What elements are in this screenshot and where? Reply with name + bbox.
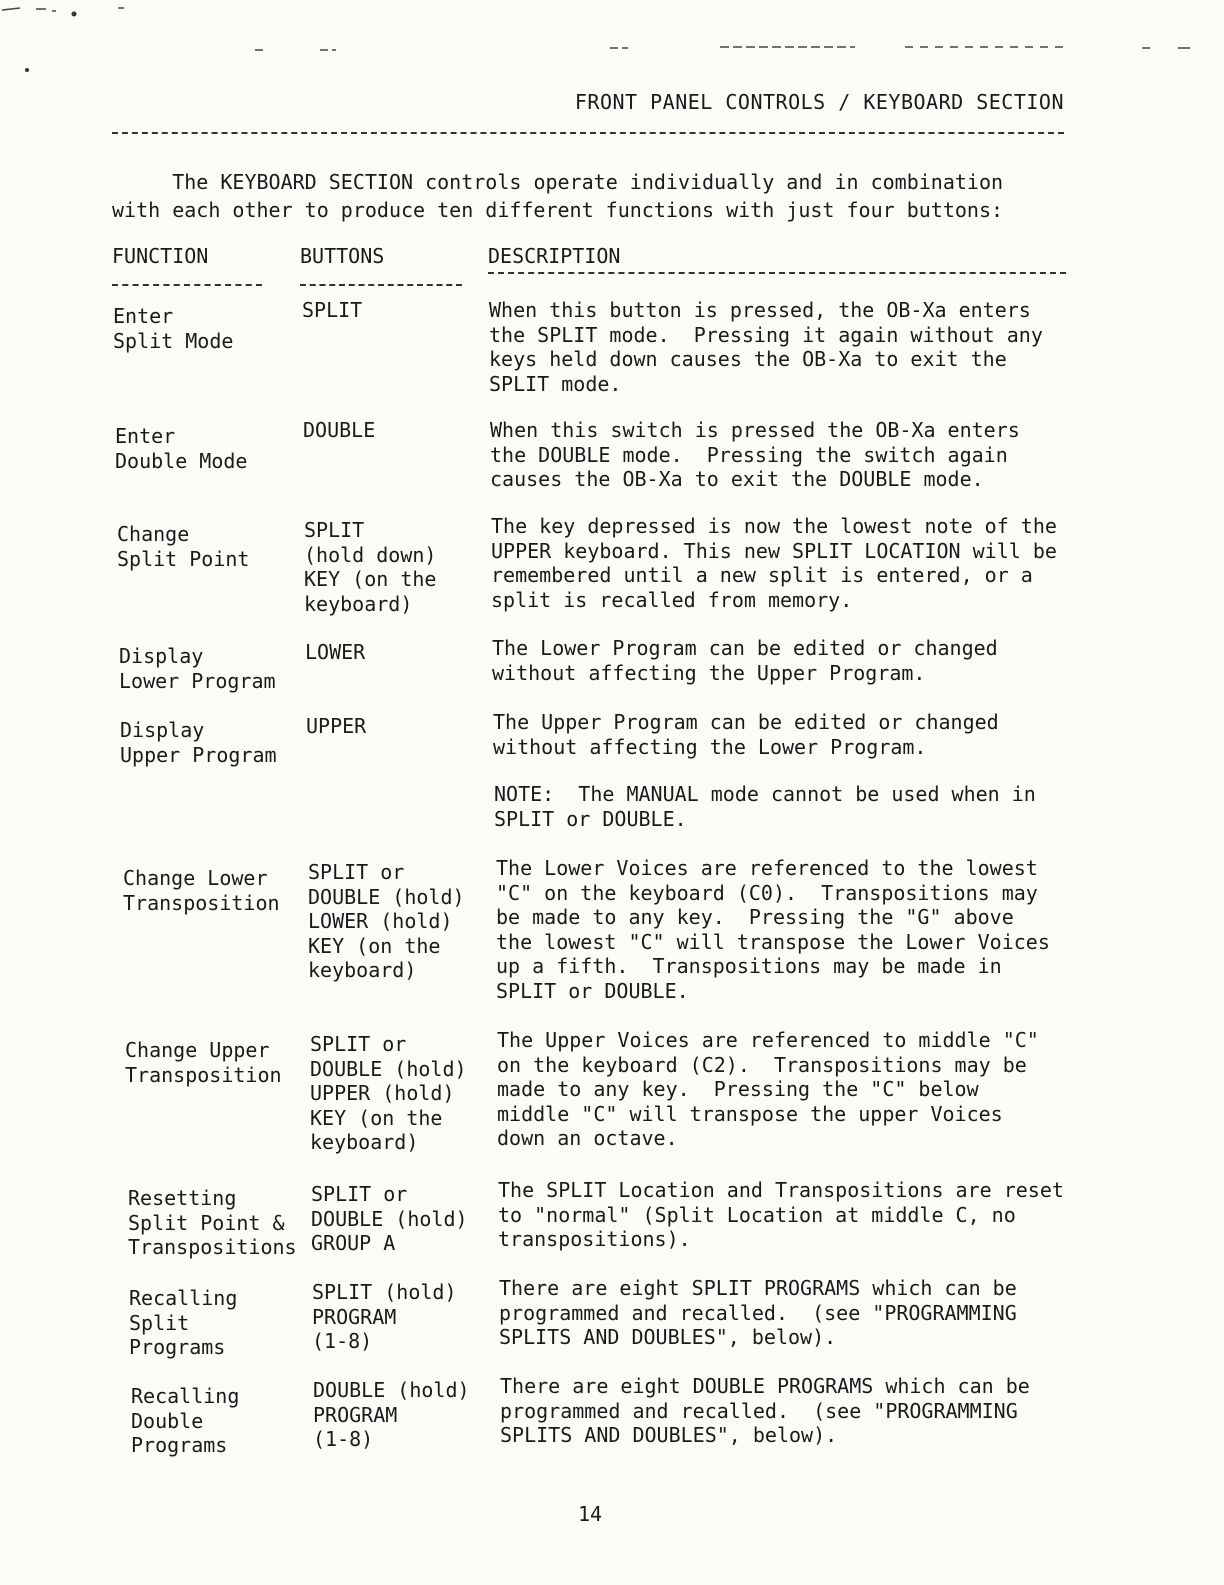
column-header-buttons: BUTTONS <box>300 244 385 268</box>
description-cell: There are eight SPLIT PROGRAMS which can be programmed and recalled. (see "PROGRAMMING SPLITS AND DOUBLES", below). <box>499 1276 1017 1349</box>
page-number: 14 <box>577 1502 603 1526</box>
function-cell: Change Upper Transposition <box>125 1038 282 1087</box>
buttons-cell: DOUBLE (hold) PROGRAM (1-8) <box>313 1378 470 1451</box>
function-cell: Resetting Split Point & Transpositions <box>128 1186 297 1259</box>
buttons-cell: SPLIT or DOUBLE (hold) LOWER (hold) KEY (on the keyboard) <box>308 860 465 982</box>
function-cell: Recalling Split Programs <box>129 1286 238 1359</box>
buttons-cell: SPLIT (hold down) KEY (on the keyboard) <box>304 518 437 616</box>
buttons-cell: SPLIT (hold) PROGRAM (1-8) <box>312 1280 457 1353</box>
description-cell: There are eight DOUBLE PROGRAMS which can be programmed and recalled. (see "PROGRAMMING SPLITS AND DOUBLES", below). <box>500 1374 1030 1447</box>
description-cell: The key depressed is now the lowest note of the UPPER keyboard. This new SPLIT LOCATION will be remembered until a new split is entered, or a split is recalled from memory. <box>491 514 1057 612</box>
description-cell: When this switch is pressed the OB-Xa enters the DOUBLE mode. Pressing the switch again causes the OB-Xa to exit the DOUBLE mode. <box>490 418 1020 491</box>
intro-paragraph: The KEYBOARD SECTION controls operate individually and in combination with each other to produce ten different functions with just four buttons: <box>112 170 1004 222</box>
function-header-rule <box>112 284 262 286</box>
buttons-cell: DOUBLE <box>303 418 376 442</box>
running-header: FRONT PANEL CONTROLS / KEYBOARD SECTION <box>574 90 1064 114</box>
buttons-cell: UPPER <box>306 714 367 738</box>
function-cell: Display Upper Program <box>120 718 277 767</box>
column-header-function: FUNCTION <box>112 244 209 268</box>
description-cell: The Lower Voices are referenced to the lowest "C" on the keyboard (C0). Transpositions may be made to any key. Pressing the "G" above the lowest "C" will transpose the Lower Voices up a fifth. Transpositions may be made in SPLIT or DOUBLE. <box>496 856 1050 1003</box>
description-cell: The Lower Program can be edited or changed without affecting the Upper Program. <box>492 636 998 685</box>
header-rule <box>112 132 1064 134</box>
function-cell: Change Split Point <box>117 522 250 571</box>
description-cell: The SPLIT Location and Transpositions are reset to "normal" (Split Location at middle C, no transpositions). <box>498 1178 1064 1251</box>
note-cell: NOTE: The MANUAL mode cannot be used when in SPLIT or DOUBLE. <box>494 782 1036 831</box>
description-cell: The Upper Voices are referenced to middle "C" on the keyboard (C2). Transpositions may be made to any key. Pressing the "C" below middle "C" will transpose the upper Voices down an octave. <box>497 1028 1039 1150</box>
function-cell: Enter Double Mode <box>115 424 248 473</box>
buttons-cell: SPLIT or DOUBLE (hold) GROUP A <box>311 1182 468 1255</box>
function-cell: Change Lower Transposition <box>123 866 280 915</box>
buttons-header-rule <box>300 284 462 286</box>
buttons-cell: SPLIT <box>302 298 363 322</box>
scan-artifact-marks <box>0 0 1224 80</box>
description-cell: When this button is pressed, the OB-Xa enters the SPLIT mode. Pressing it again without any keys held down causes the OB-Xa to exit the SPLIT mode. <box>489 298 1043 396</box>
column-header-description: DESCRIPTION <box>488 244 621 268</box>
function-cell: Enter Split Mode <box>113 304 234 353</box>
description-header-rule <box>488 272 1066 274</box>
description-cell: The Upper Program can be edited or changed without affecting the Lower Program. <box>493 710 999 759</box>
buttons-cell: SPLIT or DOUBLE (hold) UPPER (hold) KEY (on the keyboard) <box>310 1032 467 1154</box>
buttons-cell: LOWER <box>305 640 366 664</box>
function-cell: Recalling Double Programs <box>131 1384 240 1457</box>
function-cell: Display Lower Program <box>119 644 276 693</box>
